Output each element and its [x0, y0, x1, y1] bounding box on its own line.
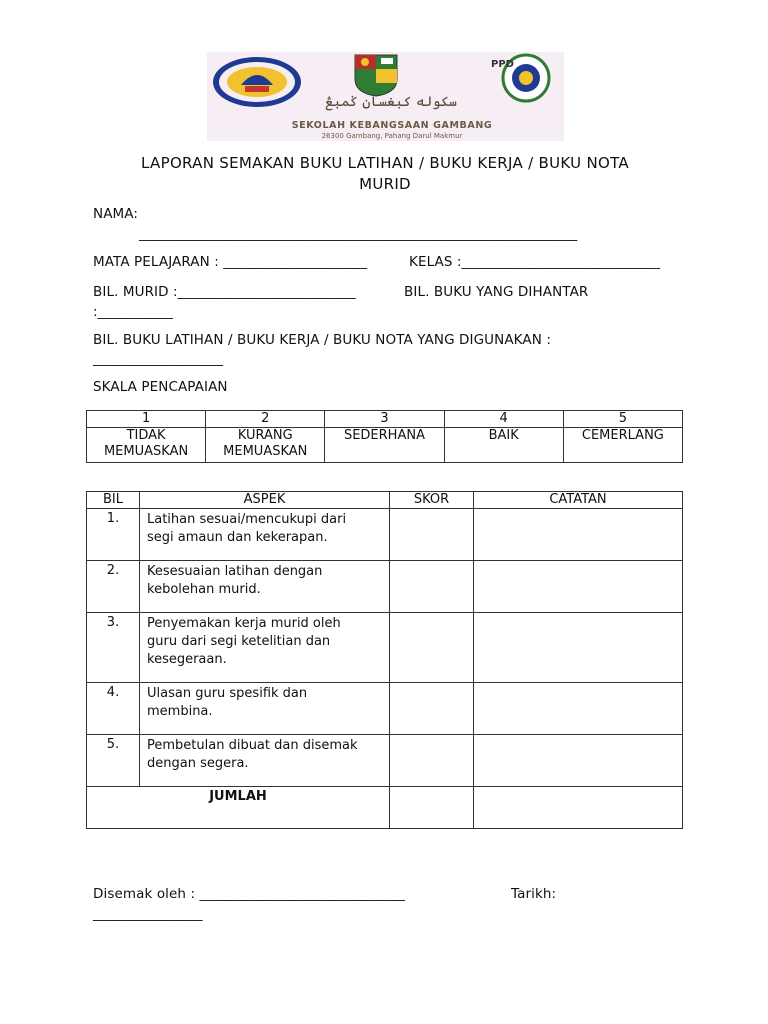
scale-label-line: CEMERLANG [581, 428, 664, 443]
aspek-text-line: Ulasan guru spesifik dan [147, 686, 308, 701]
bil-buku-input-line[interactable]: :___________ [93, 304, 173, 320]
table-row [87, 683, 683, 735]
mata-pelajaran-field[interactable]: MATA PELAJARAN : _____________________ [93, 254, 368, 270]
scale-label-line: MEMUASKAN [223, 444, 308, 459]
row-skor-cell[interactable] [390, 613, 474, 683]
row-catatan-cell[interactable] [474, 509, 683, 561]
title-line-1: LAPORAN SEMAKAN BUKU LATIHAN / BUKU KERJA / BUKU NOTA [141, 154, 629, 172]
aspek-text-line: kebolehan murid. [147, 582, 261, 597]
scale-label-line: BAIK [488, 428, 519, 443]
scale-label-line: TIDAK [126, 428, 166, 443]
nama-label: NAMA: [93, 206, 139, 222]
nama-input-line[interactable]: ________________________________________________________________ [139, 226, 578, 242]
scale-number: 1 [87, 411, 206, 428]
school-address: 26300 Gambang, Pahang Darul Makmur [321, 132, 463, 140]
aspect-table [86, 491, 683, 829]
disemak-oleh-field[interactable]: Disemak oleh : ______________________________ [93, 886, 406, 902]
row-catatan-cell[interactable] [474, 735, 683, 787]
document-title [90, 153, 680, 195]
school-name: SEKOLAH KEBANGSAAN GAMBANG [291, 120, 493, 131]
school-name-jawi: سكوله كبغسان ݢمبڠ [325, 94, 457, 110]
row-aspek [140, 613, 390, 683]
district-education-logo [489, 53, 563, 103]
row-aspek [140, 683, 390, 735]
kelas-field[interactable]: KELAS :_____________________________ [409, 254, 661, 270]
row-aspek [140, 509, 390, 561]
table-row [87, 735, 683, 787]
school-crest-logo [351, 53, 401, 97]
row-aspek [140, 561, 390, 613]
table-row [87, 509, 683, 561]
skala-pencapaian-label: SKALA PENCAPAIAN [93, 379, 228, 395]
aspek-text-line: dengan segera. [147, 756, 249, 771]
school-header-banner [207, 52, 564, 141]
scale-label-line: MEMUASKAN [103, 444, 189, 459]
header-bil: BIL [87, 492, 140, 509]
row-skor-cell[interactable] [390, 561, 474, 613]
bil-buku-label: BIL. BUKU YANG DIHANTAR [404, 284, 589, 300]
scale-table [86, 410, 683, 463]
row-skor-cell[interactable] [390, 509, 474, 561]
table-row [87, 613, 683, 683]
row-catatan-cell[interactable] [474, 613, 683, 683]
scale-number: 4 [444, 411, 563, 428]
aspek-text-line: kesegeraan. [147, 652, 227, 667]
aspek-text-line: Pembetulan dibuat dan disemak [147, 738, 358, 753]
district-logo-text: PPD [491, 59, 514, 70]
header-aspek: ASPEK [140, 492, 390, 509]
scale-number: 3 [325, 411, 444, 428]
row-skor-cell[interactable] [390, 735, 474, 787]
aspek-text-line: Kesesuaian latihan dengan [147, 564, 323, 579]
header-skor: SKOR [390, 492, 474, 509]
scale-label [444, 428, 563, 463]
aspek-text-line: segi amaun dan kekerapan. [147, 530, 328, 545]
row-bil: 4. [87, 683, 140, 735]
scale-label-row [87, 428, 683, 463]
scale-label-line: KURANG [237, 428, 293, 443]
scale-label-line: SEDERHANA [343, 428, 425, 443]
row-catatan-cell[interactable] [474, 683, 683, 735]
bil-murid-field[interactable]: BIL. MURID :__________________________ [93, 284, 356, 300]
row-bil: 1. [87, 509, 140, 561]
row-aspek [140, 735, 390, 787]
aspect-table-header [87, 492, 683, 509]
row-skor-cell[interactable] [390, 683, 474, 735]
aspek-text-line: guru dari segi ketelitian dan [147, 634, 331, 649]
jumlah-catatan-cell[interactable] [474, 787, 683, 829]
title-line-2: MURID [359, 175, 411, 193]
scale-number: 2 [206, 411, 325, 428]
aspek-text-line: membina. [147, 704, 213, 719]
row-bil: 3. [87, 613, 140, 683]
row-bil: 5. [87, 735, 140, 787]
row-catatan-cell[interactable] [474, 561, 683, 613]
scale-number-row [87, 411, 683, 428]
tarikh-input-line[interactable]: ________________ [93, 906, 203, 922]
header-catatan: CATATAN [474, 492, 683, 509]
aspek-text-line: Penyemakan kerja murid oleh [147, 616, 341, 631]
scale-label [563, 428, 682, 463]
scale-label [325, 428, 444, 463]
total-row [87, 787, 683, 829]
tarikh-label: Tarikh: [511, 886, 557, 902]
scale-number: 5 [563, 411, 682, 428]
row-bil: 2. [87, 561, 140, 613]
ministry-logo [211, 55, 303, 109]
jumlah-skor-cell[interactable] [390, 787, 474, 829]
jumlah-label: JUMLAH [87, 787, 390, 829]
bil-buku-digunakan-input-line[interactable]: ___________________ [93, 351, 224, 367]
scale-label [206, 428, 325, 463]
scale-label [87, 428, 206, 463]
bil-buku-digunakan-label: BIL. BUKU LATIHAN / BUKU KERJA / BUKU NOTA YANG DIGUNAKAN : [93, 332, 551, 348]
table-row [87, 561, 683, 613]
aspek-text-line: Latihan sesuai/mencukupi dari [147, 512, 347, 527]
